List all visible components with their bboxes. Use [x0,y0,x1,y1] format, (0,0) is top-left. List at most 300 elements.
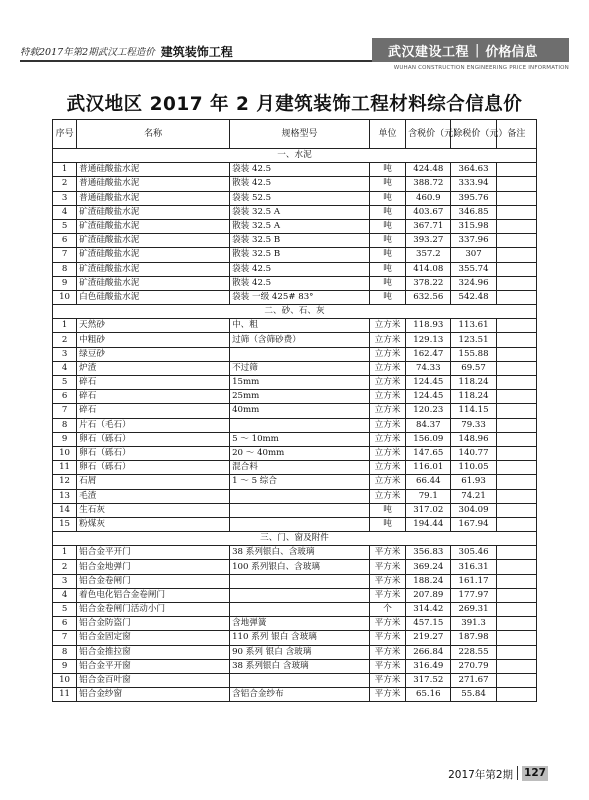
cell-name: 铝合金纱窗 [77,688,230,702]
cell-no: 1 [53,163,77,177]
cell-price-tax: 317.52 [406,673,451,687]
table-row [53,219,537,233]
table-row [53,631,537,645]
table-row [53,659,537,673]
table-row [53,163,537,177]
cell-price-notax: 304.09 [451,503,496,517]
cell-price-tax: 207.89 [406,588,451,602]
cell-spec [230,588,370,602]
cell-note [496,617,536,631]
cell-note [496,191,536,205]
cell-spec: 袋装 32.5 B [230,234,370,248]
table-row [53,617,537,631]
section-row [53,532,537,546]
cell-unit: 立方米 [369,319,405,333]
cell-spec [230,347,370,361]
cell-unit: 平方米 [369,673,405,687]
cell-price-tax: 457.15 [406,617,451,631]
table-row [53,603,537,617]
table-row [53,489,537,503]
cell-spec: 25mm [230,390,370,404]
cell-price-tax: 219.27 [406,631,451,645]
cell-unit: 吨 [369,191,405,205]
cell-price-notax: 355.74 [451,262,496,276]
cell-note [496,517,536,531]
cell-price-tax: 79.1 [406,489,451,503]
section-row [53,305,537,319]
cell-price-notax: 161.17 [451,574,496,588]
table-row [53,404,537,418]
header-section: 建筑装饰工程 [160,44,233,59]
cell-spec: 散装 32.5 B [230,248,370,262]
cell-name: 矿渣硅酸盐水泥 [77,219,230,233]
cell-unit: 立方米 [369,489,405,503]
cell-note [496,177,536,191]
cell-no: 1 [53,319,77,333]
cell-name: 矿渣硅酸盐水泥 [77,234,230,248]
cell-spec: 袋装 42.5 [230,163,370,177]
cell-unit: 立方米 [369,361,405,375]
cell-price-tax: 403.67 [406,205,451,219]
cell-spec: 散装 42.5 [230,276,370,290]
cell-spec: 100 系列银白、含玻璃 [230,560,370,574]
table-row [53,262,537,276]
cell-spec: 38 系列银白 含玻璃 [230,659,370,673]
cell-spec: 1 ～ 5 综合 [230,475,370,489]
section-title: 三、门、窗及附件 [53,532,537,546]
cell-spec: 5 ～ 10mm [230,432,370,446]
cell-spec [230,574,370,588]
table-row [53,234,537,248]
table-row [53,361,537,375]
header-no: 序号 [53,120,77,149]
cell-name: 着色电化铝合金卷闸门 [77,588,230,602]
cell-name: 白色硅酸盐水泥 [77,290,230,304]
section-title: 一、水泥 [53,149,537,163]
table-header-row [53,120,537,149]
cell-spec: 散装 32.5 A [230,219,370,233]
cell-price-notax: 364.63 [451,163,496,177]
cell-price-notax: 167.94 [451,517,496,531]
cell-no: 9 [53,276,77,290]
cell-note [496,234,536,248]
cell-price-notax: 270.79 [451,659,496,673]
header-price-tax: 含税价（元） [406,120,451,149]
cell-name: 矿渣硅酸盐水泥 [77,262,230,276]
cell-spec: 袋装 52.5 [230,191,370,205]
cell-note [496,290,536,304]
cell-unit: 平方米 [369,645,405,659]
cell-price-tax: 74.33 [406,361,451,375]
cell-spec [230,418,370,432]
cell-spec: 散装 42.5 [230,177,370,191]
cell-note [496,205,536,219]
cell-unit: 个 [369,603,405,617]
cell-spec [230,673,370,687]
table-row [53,560,537,574]
cell-unit: 平方米 [369,659,405,673]
table-row [53,248,537,262]
cell-note [496,673,536,687]
cell-note [496,361,536,375]
footer-divider [517,766,518,780]
header-rule [20,60,372,62]
cell-no: 4 [53,588,77,602]
cell-note [496,461,536,475]
cell-no: 7 [53,404,77,418]
cell-unit: 吨 [369,503,405,517]
header-spec: 规格型号 [230,120,370,149]
header-unit: 单位 [369,120,405,149]
cell-spec: 38 系列银白、含玻璃 [230,546,370,560]
cell-price-tax: 66.44 [406,475,451,489]
cell-note [496,446,536,460]
cell-note [496,262,536,276]
cell-unit: 平方米 [369,617,405,631]
cell-price-notax: 177.97 [451,588,496,602]
cell-price-notax: 148.96 [451,432,496,446]
header-price-notax: 除税价（元） [451,120,496,149]
table-row [53,191,537,205]
cell-price-tax: 378.22 [406,276,451,290]
cell-price-notax: 337.96 [451,234,496,248]
cell-no: 3 [53,574,77,588]
cell-spec [230,603,370,617]
cell-name: 铝合金地弹门 [77,560,230,574]
cell-spec: 40mm [230,404,370,418]
cell-spec: 不过筛 [230,361,370,375]
cell-spec: 15mm [230,376,370,390]
cell-no: 2 [53,560,77,574]
cell-price-notax: 79.33 [451,418,496,432]
cell-name: 铝合金卷闸门活动小门 [77,603,230,617]
cell-name: 卵石（砾石） [77,446,230,460]
cell-no: 8 [53,645,77,659]
table-row [53,688,537,702]
cell-spec: 袋装 一级 425# 83° [230,290,370,304]
cell-name: 卵石（砾石） [77,432,230,446]
cell-unit: 平方米 [369,588,405,602]
cell-note [496,603,536,617]
cell-spec: 110 系列 银白 含玻璃 [230,631,370,645]
cell-no: 15 [53,517,77,531]
cell-note [496,659,536,673]
cell-note [496,219,536,233]
cell-price-notax: 395.76 [451,191,496,205]
cell-name: 铝合金防盗门 [77,617,230,631]
cell-price-tax: 424.48 [406,163,451,177]
cell-name: 生石灰 [77,503,230,517]
cell-name: 矿渣硅酸盐水泥 [77,276,230,290]
cell-name: 中粗砂 [77,333,230,347]
cell-price-notax: 140.77 [451,446,496,460]
page-footer [0,766,589,782]
cell-price-notax: 113.61 [451,319,496,333]
cell-price-tax: 367.71 [406,219,451,233]
cell-no: 13 [53,489,77,503]
cell-name: 普通硅酸盐水泥 [77,177,230,191]
cell-price-notax: 118.24 [451,376,496,390]
cell-no: 11 [53,688,77,702]
header-issue: 特载2017年第2期武汉工程造价 [20,47,155,58]
cell-spec [230,489,370,503]
cell-no: 4 [53,361,77,375]
cell-unit: 吨 [369,276,405,290]
cell-price-tax: 147.65 [406,446,451,460]
cell-no: 8 [53,418,77,432]
cell-no: 3 [53,191,77,205]
cell-price-notax: 74.21 [451,489,496,503]
cell-name: 石屑 [77,475,230,489]
page-title: 武汉地区 2017 年 2 月建筑装饰工程材料综合信息价 [66,94,523,115]
table-row [53,588,537,602]
cell-price-notax: 110.05 [451,461,496,475]
table-row [53,376,537,390]
table-row [53,319,537,333]
cell-unit: 平方米 [369,574,405,588]
cell-unit: 吨 [369,290,405,304]
cell-name: 毛渣 [77,489,230,503]
cell-price-notax: 542.48 [451,290,496,304]
table-row [53,177,537,191]
cell-price-tax: 156.09 [406,432,451,446]
table-row [53,418,537,432]
cell-note [496,276,536,290]
cell-note [496,645,536,659]
cell-name: 卵石（砾石） [77,461,230,475]
cell-note [496,333,536,347]
cell-note [496,432,536,446]
cell-price-tax: 84.37 [406,418,451,432]
cell-price-tax: 357.2 [406,248,451,262]
cell-price-tax: 116.01 [406,461,451,475]
cell-no: 5 [53,376,77,390]
cell-unit: 平方米 [369,560,405,574]
cell-price-notax: 123.51 [451,333,496,347]
cell-price-notax: 316.31 [451,560,496,574]
cell-name: 铝合金固定窗 [77,631,230,645]
cell-price-tax: 460.9 [406,191,451,205]
section-row [53,149,537,163]
cell-price-notax: 324.96 [451,276,496,290]
cell-price-notax: 228.55 [451,645,496,659]
cell-unit: 平方米 [369,546,405,560]
cell-unit: 立方米 [369,475,405,489]
cell-price-tax: 317.02 [406,503,451,517]
table-row [53,333,537,347]
cell-note [496,376,536,390]
cell-unit: 吨 [369,262,405,276]
cell-price-tax: 388.72 [406,177,451,191]
cell-name: 铝合金平开门 [77,546,230,560]
cell-no: 3 [53,347,77,361]
header-brand-box [372,38,569,62]
cell-name: 矿渣硅酸盐水泥 [77,205,230,219]
cell-spec: 20 ～ 40mm [230,446,370,460]
cell-spec: 90 系列 银白 含玻璃 [230,645,370,659]
header-note: 备注 [496,120,536,149]
cell-price-notax: 315.98 [451,219,496,233]
cell-name: 铝合金推拉窗 [77,645,230,659]
cell-no: 5 [53,603,77,617]
table-row [53,673,537,687]
cell-unit: 吨 [369,517,405,531]
cell-note [496,688,536,702]
table-row [53,390,537,404]
cell-no: 7 [53,631,77,645]
page-header [20,38,569,71]
table-body [53,149,537,702]
cell-spec [230,517,370,531]
cell-note [496,319,536,333]
table-row [53,475,537,489]
cell-unit: 平方米 [369,631,405,645]
cell-no: 8 [53,262,77,276]
cell-price-tax: 414.08 [406,262,451,276]
cell-price-notax: 333.94 [451,177,496,191]
cell-price-tax: 124.45 [406,376,451,390]
cell-price-notax: 307 [451,248,496,262]
header-brand-separator: | [475,42,480,58]
cell-price-tax: 356.83 [406,546,451,560]
cell-price-notax: 118.24 [451,390,496,404]
cell-note [496,588,536,602]
cell-spec: 袋装 42.5 [230,262,370,276]
cell-note [496,574,536,588]
cell-name: 普通硅酸盐水泥 [77,163,230,177]
cell-name: 铝合金平开窗 [77,659,230,673]
cell-unit: 吨 [369,177,405,191]
table-row [53,503,537,517]
cell-spec [230,503,370,517]
header-english: WUHAN CONSTRUCTION ENGINEERING PRICE INFORMATION [393,65,569,71]
cell-price-notax: 114.15 [451,404,496,418]
cell-price-notax: 271.67 [451,673,496,687]
cell-note [496,248,536,262]
cell-no: 7 [53,248,77,262]
cell-no: 2 [53,333,77,347]
cell-price-tax: 266.84 [406,645,451,659]
cell-price-tax: 314.42 [406,603,451,617]
table-row [53,546,537,560]
table-row [53,347,537,361]
cell-unit: 吨 [369,248,405,262]
cell-no: 10 [53,290,77,304]
cell-price-tax: 129.13 [406,333,451,347]
cell-name: 矿渣硅酸盐水泥 [77,248,230,262]
cell-name: 天然砂 [77,319,230,333]
cell-price-tax: 632.56 [406,290,451,304]
cell-note [496,404,536,418]
cell-price-tax: 162.47 [406,347,451,361]
cell-no: 5 [53,219,77,233]
cell-spec: 含地弹簧 [230,617,370,631]
cell-price-notax: 69.57 [451,361,496,375]
footer-issue: 2017年第2期 [448,769,513,781]
header-name: 名称 [77,120,230,149]
cell-name: 普通硅酸盐水泥 [77,191,230,205]
cell-note [496,390,536,404]
header-brand: 武汉建设工程 [388,44,470,60]
cell-price-tax: 194.44 [406,517,451,531]
cell-no: 10 [53,446,77,460]
table-row [53,290,537,304]
cell-price-notax: 61.93 [451,475,496,489]
cell-unit: 平方米 [369,688,405,702]
section-title: 二、砂、石、灰 [53,305,537,319]
cell-name: 碎石 [77,376,230,390]
table-row [53,205,537,219]
cell-price-notax: 187.98 [451,631,496,645]
cell-note [496,163,536,177]
cell-price-tax: 124.45 [406,390,451,404]
cell-unit: 立方米 [369,432,405,446]
cell-note [496,503,536,517]
cell-unit: 立方米 [369,376,405,390]
cell-price-tax: 118.93 [406,319,451,333]
cell-name: 铝合金百叶窗 [77,673,230,687]
cell-unit: 立方米 [369,390,405,404]
cell-price-tax: 65.16 [406,688,451,702]
page-number: 127 [522,766,548,781]
cell-no: 2 [53,177,77,191]
cell-price-notax: 269.31 [451,603,496,617]
cell-unit: 立方米 [369,461,405,475]
cell-note [496,631,536,645]
cell-no: 6 [53,390,77,404]
cell-no: 10 [53,673,77,687]
cell-price-notax: 155.88 [451,347,496,361]
cell-unit: 立方米 [369,333,405,347]
cell-name: 绿豆砂 [77,347,230,361]
cell-no: 1 [53,546,77,560]
table-row [53,574,537,588]
cell-spec: 混合料 [230,461,370,475]
cell-price-tax: 188.24 [406,574,451,588]
cell-name: 粉煤灰 [77,517,230,531]
cell-no: 14 [53,503,77,517]
cell-note [496,475,536,489]
cell-spec: 含铝合金纱布 [230,688,370,702]
cell-unit: 立方米 [369,347,405,361]
cell-price-notax: 305.46 [451,546,496,560]
cell-name: 碎石 [77,404,230,418]
table-row [53,517,537,531]
cell-spec: 过筛（含筛砂费） [230,333,370,347]
cell-name: 碎石 [77,390,230,404]
cell-no: 9 [53,432,77,446]
cell-name: 炉渣 [77,361,230,375]
cell-price-tax: 393.27 [406,234,451,248]
cell-note [496,418,536,432]
cell-no: 4 [53,205,77,219]
cell-note [496,546,536,560]
cell-note [496,489,536,503]
table-row [53,276,537,290]
cell-no: 12 [53,475,77,489]
cell-note [496,560,536,574]
cell-price-tax: 120.23 [406,404,451,418]
cell-unit: 立方米 [369,404,405,418]
cell-note [496,347,536,361]
cell-price-notax: 55.84 [451,688,496,702]
cell-unit: 吨 [369,163,405,177]
cell-spec: 中、粗 [230,319,370,333]
table-row [53,645,537,659]
header-left [20,42,233,60]
table-row [53,446,537,460]
table-row [53,432,537,446]
